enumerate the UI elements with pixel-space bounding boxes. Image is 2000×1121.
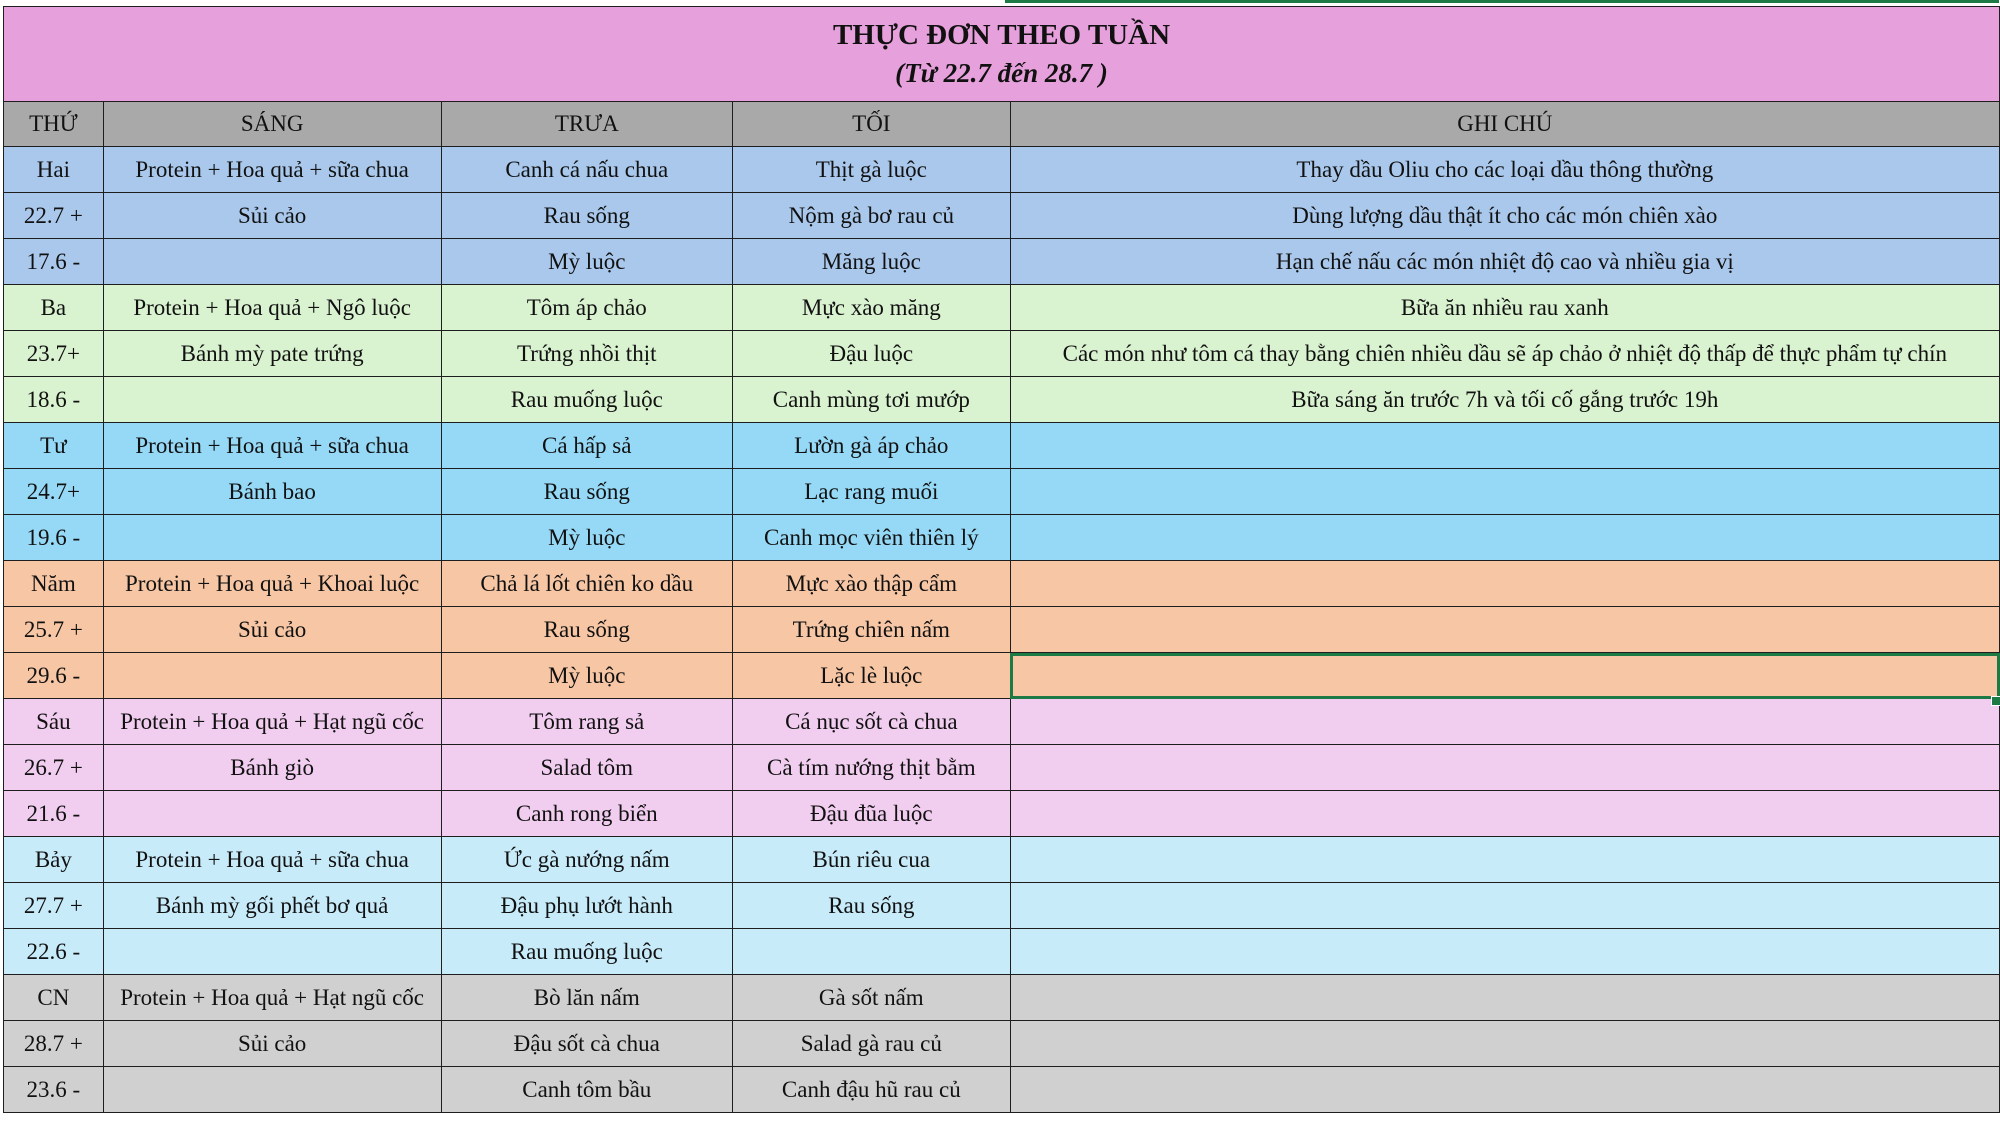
cell-toi[interactable]: Cà tím nướng thịt bằm xyxy=(733,745,1011,791)
table-row xyxy=(4,331,2000,377)
cell-ghichu[interactable] xyxy=(1010,791,1999,837)
cell-toi[interactable]: Rau sống xyxy=(733,883,1011,929)
cell-thu[interactable]: 22.6 - xyxy=(4,929,104,975)
table-row xyxy=(4,515,2000,561)
cell-trua[interactable]: Trứng nhồi thịt xyxy=(441,331,733,377)
cell-ghichu[interactable] xyxy=(1010,607,1999,653)
cell-trua[interactable]: Salad tôm xyxy=(441,745,733,791)
table-row xyxy=(4,469,2000,515)
cell-sang[interactable] xyxy=(103,515,441,561)
cell-ghichu[interactable] xyxy=(1010,653,1999,699)
cell-ghichu[interactable] xyxy=(1010,975,1999,1021)
table-row xyxy=(4,1067,2000,1113)
cell-thu[interactable]: 19.6 - xyxy=(4,515,104,561)
cell-thu[interactable]: 21.6 - xyxy=(4,791,104,837)
cell-toi[interactable]: Canh mùng tơi mướp xyxy=(733,377,1011,423)
cell-toi[interactable] xyxy=(733,929,1011,975)
table-row xyxy=(4,561,2000,607)
cell-thu[interactable]: 23.7+ xyxy=(4,331,104,377)
cell-toi[interactable]: Canh đậu hũ rau củ xyxy=(733,1067,1011,1113)
cell-ghichu[interactable]: Bữa ăn nhiều rau xanh xyxy=(1010,285,1999,331)
cell-thu[interactable]: 26.7 + xyxy=(4,745,104,791)
table-row xyxy=(4,147,2000,193)
cell-toi[interactable]: Cá nục sốt cà chua xyxy=(733,699,1011,745)
cell-toi[interactable]: Lặc lè luộc xyxy=(733,653,1011,699)
header-ghichu[interactable]: GHI CHÚ xyxy=(1010,102,1999,147)
cell-trua[interactable]: Chả lá lốt chiên ko dầu xyxy=(441,561,733,607)
header-thu[interactable]: THỨ xyxy=(4,102,104,147)
cell-toi[interactable]: Nộm gà bơ rau củ xyxy=(733,193,1011,239)
cell-ghichu[interactable] xyxy=(1010,745,1999,791)
title-cell[interactable] xyxy=(4,7,2000,102)
cell-ghichu[interactable]: Dùng lượng dầu thật ít cho các món chiên xào xyxy=(1010,193,1999,239)
cell-sang[interactable] xyxy=(103,377,441,423)
cell-ghichu[interactable]: Hạn chế nấu các món nhiệt độ cao và nhiều gia vị xyxy=(1010,239,1999,285)
cell-ghichu[interactable] xyxy=(1010,883,1999,929)
cell-trua[interactable]: Canh rong biển xyxy=(441,791,733,837)
page-title: THỰC ĐƠN THEO TUẦN xyxy=(832,19,1171,52)
cell-trua[interactable]: Đậu phụ lướt hành xyxy=(441,883,733,929)
header-row xyxy=(4,102,2000,147)
cell-toi[interactable]: Mực xào măng xyxy=(733,285,1011,331)
cell-toi[interactable]: Măng luộc xyxy=(733,239,1011,285)
cell-trua[interactable]: Mỳ luộc xyxy=(441,515,733,561)
cell-trua[interactable]: Đậu sốt cà chua xyxy=(441,1021,733,1067)
cell-sang[interactable]: Sủi cảo xyxy=(103,193,441,239)
cell-trua[interactable]: Cá hấp sả xyxy=(441,423,733,469)
table-row xyxy=(4,239,2000,285)
cell-thu[interactable]: Hai xyxy=(4,147,104,193)
cell-trua[interactable]: Rau sống xyxy=(441,469,733,515)
cell-sang[interactable]: Protein + Hoa quả + Khoai luộc xyxy=(103,561,441,607)
cell-ghichu[interactable]: Các món như tôm cá thay bằng chiên nhiều dầu sẽ áp chảo ở nhiệt độ thấp để thực phẩm tự chín xyxy=(1010,331,1999,377)
cell-sang[interactable]: Protein + Hoa quả + Hạt ngũ cốc xyxy=(103,699,441,745)
header-toi[interactable]: TỐI xyxy=(733,102,1011,147)
cell-sang[interactable]: Bánh bao xyxy=(103,469,441,515)
cell-thu[interactable]: Tư xyxy=(4,423,104,469)
cell-trua[interactable]: Rau sống xyxy=(441,607,733,653)
table-row xyxy=(4,837,2000,883)
cell-ghichu[interactable] xyxy=(1010,929,1999,975)
cell-thu[interactable]: 28.7 + xyxy=(4,1021,104,1067)
cell-sang[interactable]: Bánh mỳ pate trứng xyxy=(103,331,441,377)
cell-ghichu[interactable] xyxy=(1010,469,1999,515)
cell-trua[interactable]: Canh cá nấu chua xyxy=(441,147,733,193)
table-row xyxy=(4,745,2000,791)
cell-sang[interactable] xyxy=(103,653,441,699)
cell-thu[interactable]: Bảy xyxy=(4,837,104,883)
cell-toi[interactable]: Lườn gà áp chảo xyxy=(733,423,1011,469)
table-row xyxy=(4,699,2000,745)
header-sang[interactable]: SÁNG xyxy=(103,102,441,147)
cell-thu[interactable]: Năm xyxy=(4,561,104,607)
cell-toi[interactable]: Gà sốt nấm xyxy=(733,975,1011,1021)
table-row xyxy=(4,377,2000,423)
cell-sang[interactable]: Protein + Hoa quả + sữa chua xyxy=(103,423,441,469)
table-row xyxy=(4,193,2000,239)
cell-toi[interactable]: Đậu luộc xyxy=(733,331,1011,377)
cell-toi[interactable]: Canh mọc viên thiên lý xyxy=(733,515,1011,561)
table-row xyxy=(4,607,2000,653)
cell-toi[interactable]: Thịt gà luộc xyxy=(733,147,1011,193)
cell-thu[interactable]: 27.7 + xyxy=(4,883,104,929)
cell-ghichu[interactable]: Thay dầu Oliu cho các loại dầu thông thường xyxy=(1010,147,1999,193)
cell-thu[interactable]: 24.7+ xyxy=(4,469,104,515)
cell-sang[interactable]: Sủi cảo xyxy=(103,1021,441,1067)
table-row xyxy=(4,929,2000,975)
page-subtitle: (Từ 22.7 đến 28.7 ) xyxy=(895,58,1108,89)
cell-trua[interactable]: Mỳ luộc xyxy=(441,653,733,699)
cell-thu[interactable]: 22.7 + xyxy=(4,193,104,239)
cell-trua[interactable]: Mỳ luộc xyxy=(441,239,733,285)
cell-trua[interactable]: Rau muống luộc xyxy=(441,377,733,423)
cell-sang[interactable] xyxy=(103,791,441,837)
cell-sang[interactable]: Protein + Hoa quả + Ngô luộc xyxy=(103,285,441,331)
cell-thu[interactable]: 23.6 - xyxy=(4,1067,104,1113)
weekly-menu-table xyxy=(3,6,2000,1113)
cell-sang[interactable]: Bánh giò xyxy=(103,745,441,791)
cell-trua[interactable]: Tôm áp chảo xyxy=(441,285,733,331)
cell-toi[interactable]: Bún riêu cua xyxy=(733,837,1011,883)
cell-toi[interactable]: Trứng chiên nấm xyxy=(733,607,1011,653)
cell-thu[interactable]: 18.6 - xyxy=(4,377,104,423)
cell-trua[interactable]: Rau sống xyxy=(441,193,733,239)
table-row xyxy=(4,791,2000,837)
cell-ghichu[interactable] xyxy=(1010,423,1999,469)
cell-trua[interactable]: Tôm rang sả xyxy=(441,699,733,745)
table-row xyxy=(4,423,2000,469)
table-row xyxy=(4,975,2000,1021)
cell-sang[interactable]: Protein + Hoa quả + sữa chua xyxy=(103,147,441,193)
table-row xyxy=(4,285,2000,331)
cell-ghichu[interactable] xyxy=(1010,515,1999,561)
cell-ghichu[interactable]: Bữa sáng ăn trước 7h và tối cố gắng trước 19h xyxy=(1010,377,1999,423)
cell-ghichu[interactable] xyxy=(1010,561,1999,607)
cell-sang[interactable]: Protein + Hoa quả + Hạt ngũ cốc xyxy=(103,975,441,1021)
cell-trua[interactable]: Rau muống luộc xyxy=(441,929,733,975)
table-row xyxy=(4,883,2000,929)
cell-ghichu[interactable] xyxy=(1010,1067,1999,1113)
header-trua[interactable]: TRƯA xyxy=(441,102,733,147)
cell-trua[interactable]: Ức gà nướng nấm xyxy=(441,837,733,883)
cell-thu[interactable]: Sáu xyxy=(4,699,104,745)
cell-sang[interactable] xyxy=(103,929,441,975)
table-row xyxy=(4,1021,2000,1067)
cell-toi[interactable]: Salad gà rau củ xyxy=(733,1021,1011,1067)
fill-handle[interactable] xyxy=(1991,696,2000,706)
cell-ghichu[interactable] xyxy=(1010,1021,1999,1067)
cell-sang[interactable] xyxy=(103,239,441,285)
cell-toi[interactable]: Mực xào thập cẩm xyxy=(733,561,1011,607)
cell-thu[interactable]: 29.6 - xyxy=(4,653,104,699)
cell-thu[interactable]: 25.7 + xyxy=(4,607,104,653)
cell-thu[interactable]: 17.6 - xyxy=(4,239,104,285)
cell-toi[interactable]: Đậu đũa luộc xyxy=(733,791,1011,837)
cell-sang[interactable]: Bánh mỳ gối phết bơ quả xyxy=(103,883,441,929)
cell-sang[interactable] xyxy=(103,1067,441,1113)
cell-ghichu[interactable] xyxy=(1010,699,1999,745)
cell-thu[interactable]: Ba xyxy=(4,285,104,331)
cell-ghichu[interactable] xyxy=(1010,837,1999,883)
cell-sang[interactable]: Sủi cảo xyxy=(103,607,441,653)
cell-trua[interactable]: Bò lăn nấm xyxy=(441,975,733,1021)
cell-trua[interactable]: Canh tôm bầu xyxy=(441,1067,733,1113)
cell-sang[interactable]: Protein + Hoa quả + sữa chua xyxy=(103,837,441,883)
table-row xyxy=(4,653,2000,699)
cell-toi[interactable]: Lạc rang muối xyxy=(733,469,1011,515)
cell-thu[interactable]: CN xyxy=(4,975,104,1021)
